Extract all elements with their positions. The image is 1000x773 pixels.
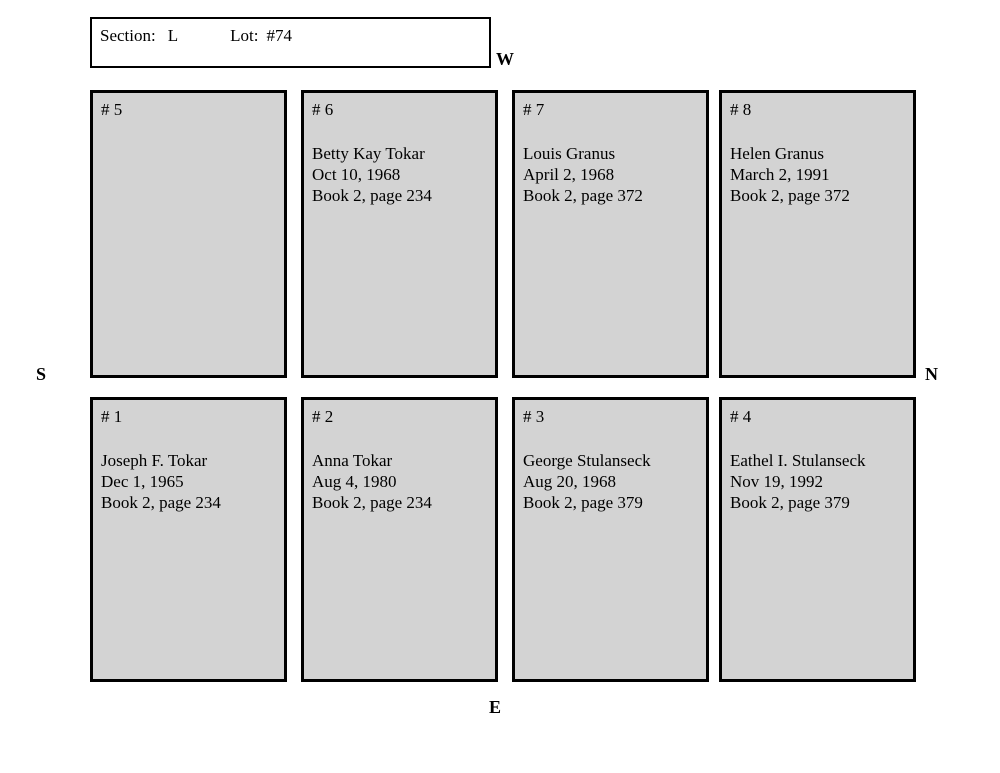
plot-book-ref: Book 2, page 372: [523, 186, 643, 205]
plot-5: [90, 90, 287, 378]
plot-number: # 1: [101, 407, 123, 426]
compass-south-label: S: [36, 364, 47, 384]
plot-number: # 4: [730, 407, 752, 426]
plot-8: [719, 90, 916, 378]
plot-occupant-name: Eathel I. Stulanseck: [730, 451, 866, 470]
plot-number: # 2: [312, 407, 334, 426]
plot-occupant-name: Anna Tokar: [312, 451, 393, 470]
plot-book-ref: Book 2, page 372: [730, 186, 850, 205]
plot-number: # 5: [101, 100, 123, 119]
plot-book-ref: Book 2, page 234: [312, 186, 432, 205]
plot-date: Aug 4, 1980: [312, 472, 397, 491]
plot-date: April 2, 1968: [523, 165, 615, 184]
plot-book-ref: Book 2, page 234: [312, 493, 432, 512]
plot-7: [512, 90, 709, 378]
section-value: L: [167, 26, 179, 45]
plot-number: # 3: [523, 407, 545, 426]
plot-book-ref: Book 2, page 234: [101, 493, 221, 512]
compass-west-label: W: [496, 49, 514, 69]
plot-occupant-name: Helen Granus: [730, 144, 824, 163]
compass-north-label: N: [925, 364, 938, 384]
plot-number: # 6: [312, 100, 334, 119]
plot-occupant-name: Betty Kay Tokar: [312, 144, 425, 163]
plot-number: # 8: [730, 100, 752, 119]
plot-4: [719, 397, 916, 682]
lot-value: #74: [266, 26, 292, 45]
plot-book-ref: Book 2, page 379: [730, 493, 850, 512]
section-lot-header-box: [90, 17, 491, 68]
plot-book-ref: Book 2, page 379: [523, 493, 643, 512]
plot-6: [301, 90, 498, 378]
plot-date: March 2, 1991: [730, 165, 830, 184]
plot-date: Nov 19, 1992: [730, 472, 824, 491]
lot-label: Lot:: [230, 26, 259, 45]
plot-2: [301, 397, 498, 682]
plot-occupant-name: George Stulanseck: [523, 451, 651, 470]
plot-date: Aug 20, 1968: [523, 472, 617, 491]
plot-date: Dec 1, 1965: [101, 472, 184, 491]
plot-1: [90, 397, 287, 682]
plot-date: Oct 10, 1968: [312, 165, 401, 184]
compass-east-label: E: [489, 697, 502, 717]
plot-occupant-name: Joseph F. Tokar: [101, 451, 208, 470]
plot-3: [512, 397, 709, 682]
section-label: Section:: [100, 26, 156, 45]
plot-occupant-name: Louis Granus: [523, 144, 616, 163]
plot-number: # 7: [523, 100, 545, 119]
